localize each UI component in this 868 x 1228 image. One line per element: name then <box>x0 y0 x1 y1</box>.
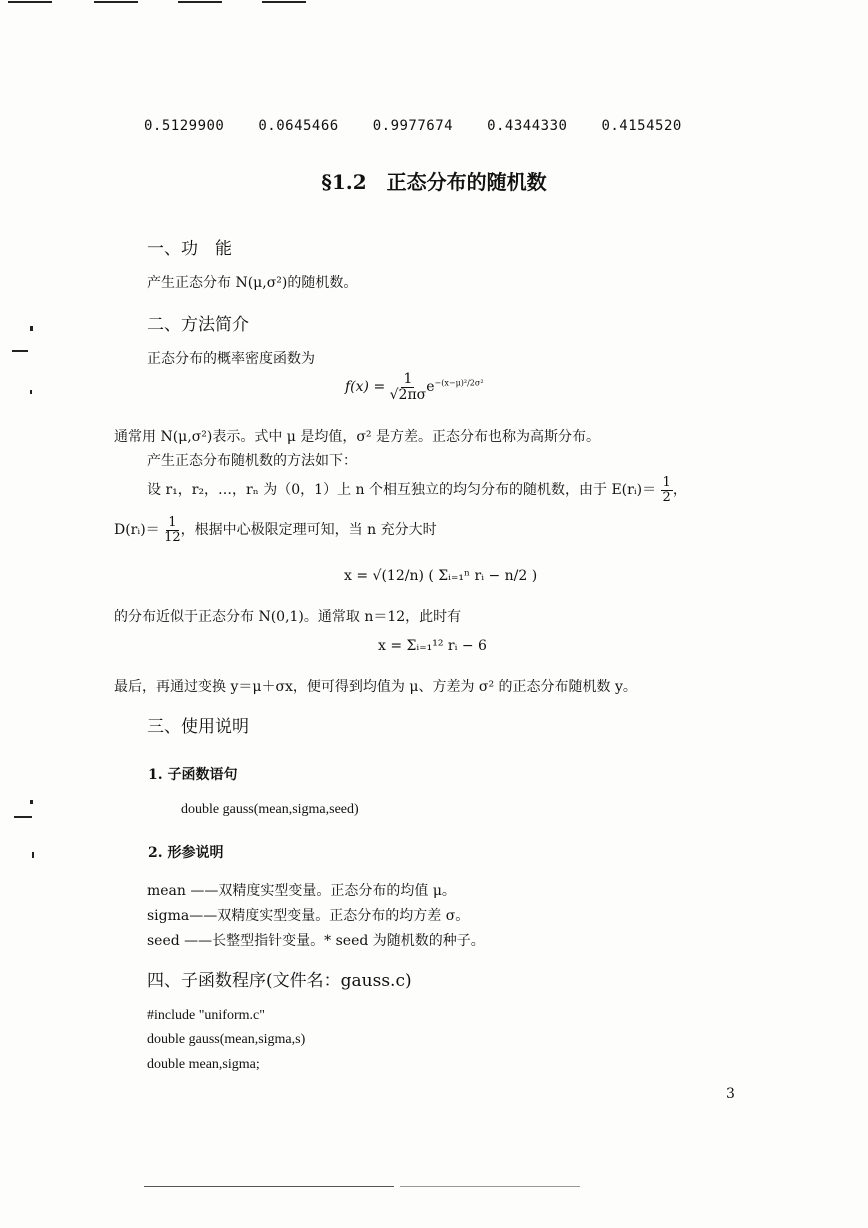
subheading-statement: 1. 子函数语句 <box>148 767 238 783</box>
scan-mark <box>32 852 34 858</box>
function-text: 产生正态分布 N(μ,σ²)的随机数。 <box>147 275 358 291</box>
top-rule <box>8 1 52 3</box>
fraction-numerator: 1 <box>168 515 177 530</box>
scan-mark <box>14 816 32 818</box>
random-number-row <box>144 118 716 134</box>
scan-mark <box>30 390 32 394</box>
fraction-denominator: 2 <box>662 489 671 505</box>
param-mean: mean ——双精度实型变量。正态分布的均值 μ。 <box>147 883 456 899</box>
formula-clt: x = √(12/n) ( Σᵢ₌₁ⁿ rᵢ − n/2 ) <box>344 568 538 584</box>
method-paragraph-6: 的分布近似于正态分布 N(0,1)。通常取 n＝12，此时有 <box>114 609 462 625</box>
method-paragraph-3: 产生正态分布随机数的方法如下： <box>147 453 357 469</box>
formula-lhs: f(x) = <box>345 379 386 396</box>
subheading-parameters: 2. 形参说明 <box>148 845 224 861</box>
scan-mark <box>12 350 28 352</box>
page-number: 3 <box>726 1086 735 1102</box>
heading-program: 四、子函数程序(文件名：gauss.c) <box>147 971 412 991</box>
paragraph-4-end: ， <box>672 482 687 499</box>
paragraph-5-text: D(rᵢ)＝ <box>114 522 160 539</box>
formula-exponent: −(x−μ)²/2σ² <box>434 378 484 388</box>
number-value: 0.9977674 <box>372 118 454 134</box>
section-title: §1.2 正态分布的随机数 <box>321 170 547 194</box>
formula-exp-base: e <box>426 379 435 396</box>
fraction-denominator: 12 <box>164 529 181 545</box>
number-value: 0.4154520 <box>601 118 682 134</box>
formula-density <box>345 372 484 402</box>
number-value: 0.0645466 <box>258 118 339 134</box>
top-rule <box>94 1 138 3</box>
param-seed: seed ——长整型指针变量。* seed 为随机数的种子。 <box>147 933 485 949</box>
bottom-rule <box>400 1186 580 1187</box>
top-rule <box>262 1 306 3</box>
paragraph-5-tail: ，根据中心极限定理可知，当 n 充分大时 <box>180 522 437 539</box>
expectation-fraction <box>661 476 673 504</box>
method-paragraph-5 <box>114 516 437 544</box>
top-rule <box>178 1 222 3</box>
code-line: double gauss(mean,sigma,s) <box>147 1032 306 1047</box>
bottom-rule <box>144 1186 394 1187</box>
number-value: 0.5129900 <box>144 118 225 134</box>
variance-fraction <box>164 516 181 544</box>
heading-usage: 三、使用说明 <box>147 717 249 737</box>
method-paragraph-1: 正态分布的概率密度函数为 <box>147 351 315 367</box>
code-line: double mean,sigma; <box>147 1057 260 1072</box>
method-paragraph-7: 最后，再通过变换 y＝μ＋σx，便可得到均值为 μ、方差为 σ² 的正态分布随机数 y。 <box>114 679 637 695</box>
method-paragraph-4 <box>147 476 687 504</box>
function-signature: double gauss(mean,sigma,seed) <box>181 802 359 817</box>
paragraph-4-text: 设 r₁，r₂，…，rₙ 为（0，1）上 n 个相互独立的均匀分布的随机数，由于 E(rᵢ)＝ <box>147 482 657 499</box>
code-line: #include "uniform.c" <box>147 1008 265 1023</box>
heading-method: 二、方法简介 <box>147 315 249 335</box>
scan-mark <box>30 326 33 331</box>
method-paragraph-2: 通常用 N(μ,σ²)表示。式中 μ 是均值，σ² 是方差。正态分布也称为高斯分布。 <box>114 429 600 445</box>
number-value: 0.4344330 <box>487 118 568 134</box>
fraction-numerator: 1 <box>403 371 413 387</box>
scan-mark <box>30 800 33 804</box>
fraction-denominator: √2πσ <box>389 386 427 403</box>
fraction-numerator: 1 <box>662 475 671 490</box>
formula-sum: x = Σᵢ₌₁¹² rᵢ − 6 <box>378 638 487 654</box>
param-sigma: sigma——双精度实型变量。正态分布的均方差 σ。 <box>147 908 470 924</box>
formula-fraction <box>390 372 427 402</box>
heading-function: 一、功 能 <box>147 239 232 259</box>
